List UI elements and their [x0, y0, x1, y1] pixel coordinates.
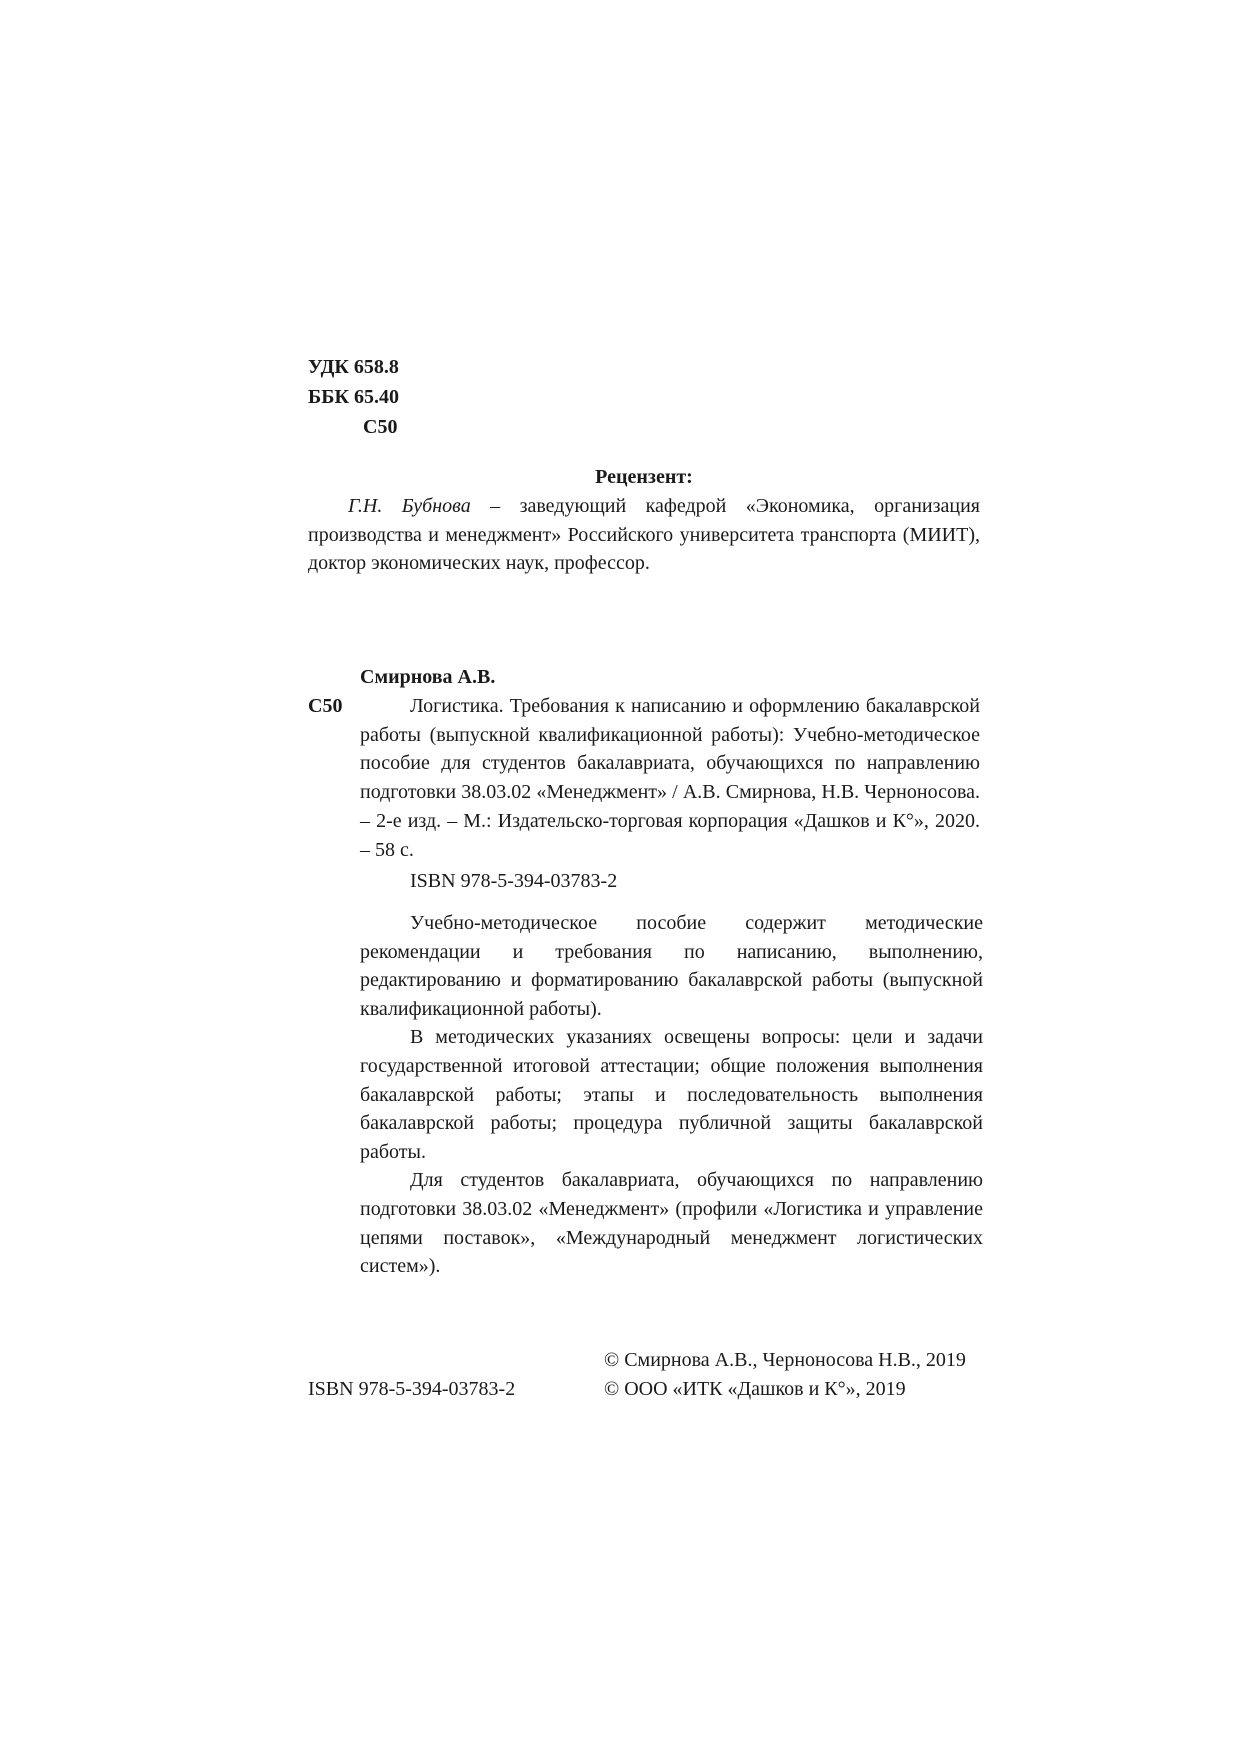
reviewer-heading: Рецензент:	[595, 466, 693, 488]
record-author: Смирнова А.В.	[360, 666, 496, 688]
udk-code: УДК 658.8	[308, 356, 399, 378]
record-isbn: ISBN 978-5-394-03783-2	[410, 870, 618, 892]
footer-isbn: ISBN 978-5-394-03783-2	[308, 1378, 516, 1400]
abstract-paragraph-2: В методических указаниях освещены вопросы: цели и задачи государственной итоговой аттестации; общие положения выполнения бакалаврской работы; этапы и последовательность выполнения бакалаврской работы; процедура публичной защиты бакалаврской работы.	[360, 1026, 983, 1163]
reviewer-name: Г.Н. Бубнова	[348, 495, 471, 517]
abstract	[360, 909, 983, 1281]
reviewer-description: – заведующий кафедрой «Экономика, организация производства и менеджмент» Российского университета транспорта (МИИТ), доктор экономических наук, профессор.	[308, 495, 980, 574]
abstract-paragraph-3: Для студентов бакалавриата, обучающихся по направлению подготовки 38.03.02 «Менеджмент» (профили «Логистика и управление цепями поставок», «Международный менеджмент логистических систем»).	[360, 1169, 983, 1278]
author-mark: С50	[363, 416, 398, 438]
copyright-publisher: © ООО «ИТК «Дашков и К°», 2019	[604, 1378, 906, 1400]
abstract-paragraph-1: Учебно-методическое пособие содержит методические рекомендации и требования по написанию, выполнению, редактированию и форматированию бакалаврской работы (выпускной квалификационной работы).	[360, 912, 983, 1020]
bbk-code: ББК 65.40	[308, 386, 399, 408]
bibliographic-description: Логистика. Требования к написанию и оформлению бакалаврской работы (выпускной квалификационной работы): Учебно-методическое пособие для студентов бакалавриата, обучающихся по направлению подготовки 38.03.02 «Менеджмент» / А.В. Смирнова, Н.В. Черноносова. – 2-е изд. – М.: Издательско-торговая корпорация «Дашков и К°», 2020. – 58 с.	[360, 695, 980, 861]
copyright-notices	[604, 1346, 966, 1404]
classification-codes	[308, 352, 508, 442]
reviewer-info	[308, 492, 980, 578]
copyright-authors: © Смирнова А.В., Черноносова Н.В., 2019	[604, 1349, 966, 1371]
record-mark: С50	[308, 695, 343, 717]
